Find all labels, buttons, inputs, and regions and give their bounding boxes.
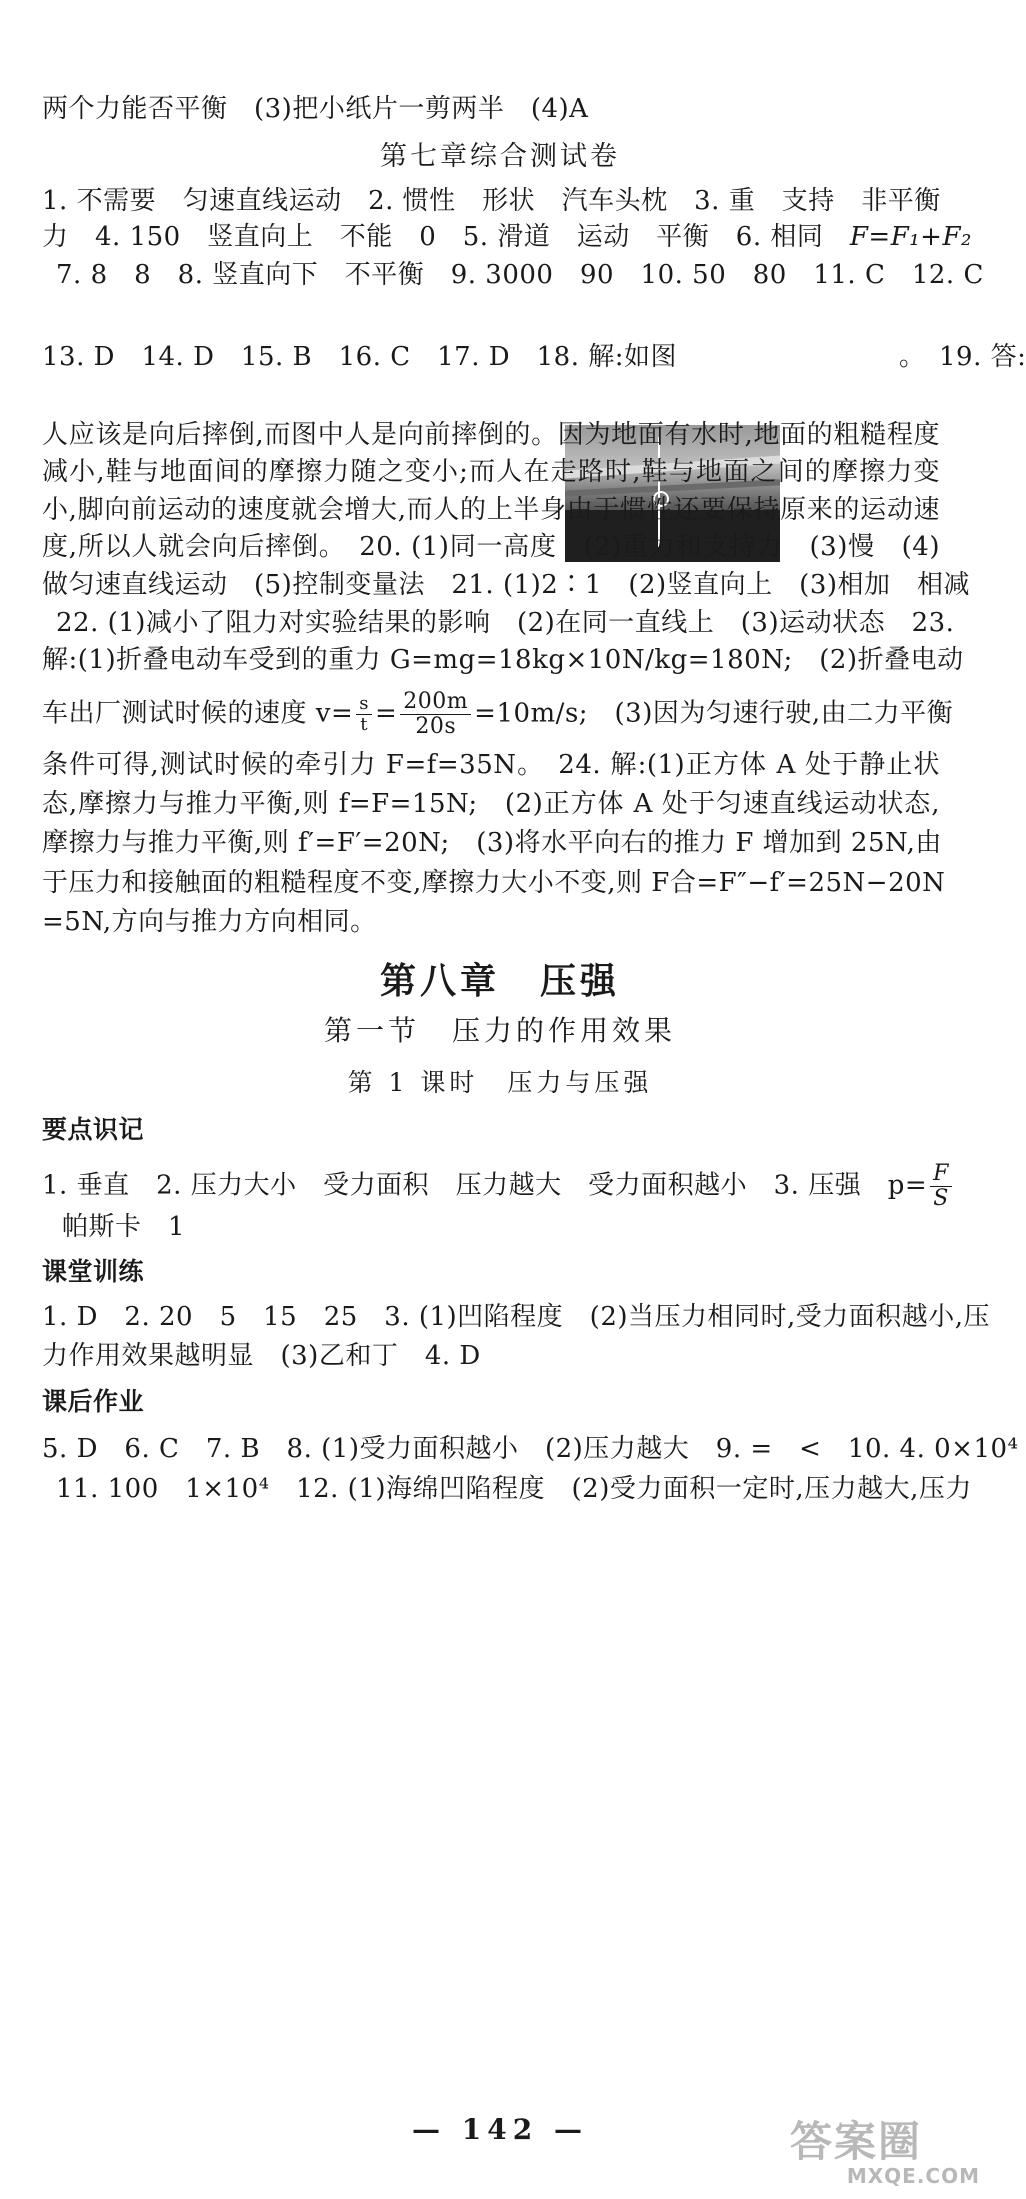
heading-class-practice: 课堂训练 xyxy=(42,1257,145,1286)
text-line-5-end: 。 19. 答: xyxy=(898,342,1026,372)
text-line-16: 摩擦力与推力平衡,则 f′=F′=20N; (3)将水平向右的推力 F 增加到 25N,由 xyxy=(42,828,942,858)
text-line-5 xyxy=(42,340,1026,374)
heading-key-points: 要点识记 xyxy=(42,1115,145,1144)
text-line-8: 小,脚向前运动的速度就会增大,而人的上半身由于惯性还要保持原来的运动速 xyxy=(42,495,940,525)
text-line-23: 5. D 6. C 7. B 8. (1)受力面积越小 (2)压力越大 9. = < 10. 4. 0×10⁴ xyxy=(42,1434,1019,1464)
text-line-12: 解:(1)折叠电动车受到的重力 G=mg=18kg×10N/kg=180N; (2)折叠电动 xyxy=(42,645,964,675)
text-line-2: 1. 不需要 匀速直线运动 2. 惯性 形状 汽车头枕 3. 重 支持 非平衡 xyxy=(42,186,941,216)
text-line-22: 力作用效果越明显 (3)乙和丁 4. D xyxy=(42,1341,481,1371)
text-line-3-main: 力 4. 150 竖直向上 不能 0 5. 滑道 运动 平衡 6. 相同 xyxy=(42,222,850,252)
text-line-20: 帕斯卡 1 xyxy=(62,1212,186,1242)
formula-force-sum: F=F₁+F₂ xyxy=(849,222,972,252)
text-line-1: 两个力能否平衡 (3)把小纸片一剪两半 (4)A xyxy=(42,94,589,124)
text-line-13-end: =10m/s; (3)因为匀速行驶,由二力平衡 xyxy=(474,698,954,729)
text-line-19 xyxy=(42,1161,949,1211)
watermark-logo: 答案圈 MXQE.COM xyxy=(790,2117,980,2188)
page-number: — 142 — xyxy=(412,2113,588,2146)
chapter7-test-title: 第七章综合测试卷 xyxy=(380,141,620,172)
text-line-6: 人应该是向后摔倒,而图中人是向前摔倒的。因为地面有水时,地面的粗糙程度 xyxy=(42,420,940,450)
fraction-200m-over-20s: $\frac{200m}{20s}$ xyxy=(400,690,471,739)
text-line-19-main: 1. 垂直 2. 压力大小 受力面积 压力越大 受力面积越小 3. 压强 p= xyxy=(42,1170,928,1201)
chapter8-title: 第八章 压强 xyxy=(379,961,620,1002)
text-line-13: 车出厂测试时候的速度 v= $\frac{s}{t}$ = $\frac{200m}{20s}$ =10m/s; (3)因为匀速行驶,由二力平衡 xyxy=(42,689,954,739)
fraction-F-over-S: $\frac{F}{S}$ xyxy=(930,1162,952,1211)
section-title: 第一节 压力的作用效果 xyxy=(323,1014,676,1047)
text-line-13-start: 车出厂测试时候的速度 v= xyxy=(42,698,354,729)
text-line-18: =5N,方向与推力方向相同。 xyxy=(42,907,377,937)
text-line-14: 条件可得,测试时候的牵引力 F=f=35N。 24. 解:(1)正方体 A 处于静止状 xyxy=(42,750,940,780)
text-line-21: 1. D 2. 20 5 15 25 3. (1)凹陷程度 (2)当压力相同时,受力面积越小,压 xyxy=(42,1302,991,1332)
text-line-24: 11. 100 1×10⁴ 12. (1)海绵凹陷程度 (2)受力面积一定时,压力越大,压力 xyxy=(56,1474,972,1504)
text-line-4: 7. 8 8 8. 竖直向下 不平衡 9. 3000 90 10. 50 80 11. C 12. C xyxy=(56,260,984,290)
text-line-15: 态,摩擦力与推力平衡,则 f=F=15N; (2)正方体 A 处于匀速直线运动状态, xyxy=(42,789,940,819)
heading-homework: 课后作业 xyxy=(42,1387,145,1416)
text-line-17: 于压力和接触面的粗糙程度不变,摩擦力大小不变,则 F合=F″−f′=25N−20N xyxy=(42,868,946,898)
text-line-5-start: 13. D 14. D 15. B 16. C 17. D 18. 解:如图 xyxy=(42,342,677,372)
fraction-s-over-t: $\frac{s}{t}$ xyxy=(356,694,372,735)
text-line-3 xyxy=(42,220,972,254)
text-line-7: 减小,鞋与地面间的摩擦力随之变小;而人在走路时,鞋与地面之间的摩擦力变 xyxy=(42,457,940,487)
text-line-11: 22. (1)减小了阻力对实验结果的影响 (2)在同一直线上 (3)运动状态 23. xyxy=(56,608,955,638)
lesson-title: 第 1 课时 压力与压强 xyxy=(347,1068,653,1097)
text-line-9: 度,所以人就会向后摔倒。 20. (1)同一高度 (2)重力和支持力 (3)慢 (4) xyxy=(42,532,940,562)
text-line-10: 做匀速直线运动 (5)控制变量法 21. (1)2∶1 (2)竖直向上 (3)相加 相减 xyxy=(42,570,971,600)
